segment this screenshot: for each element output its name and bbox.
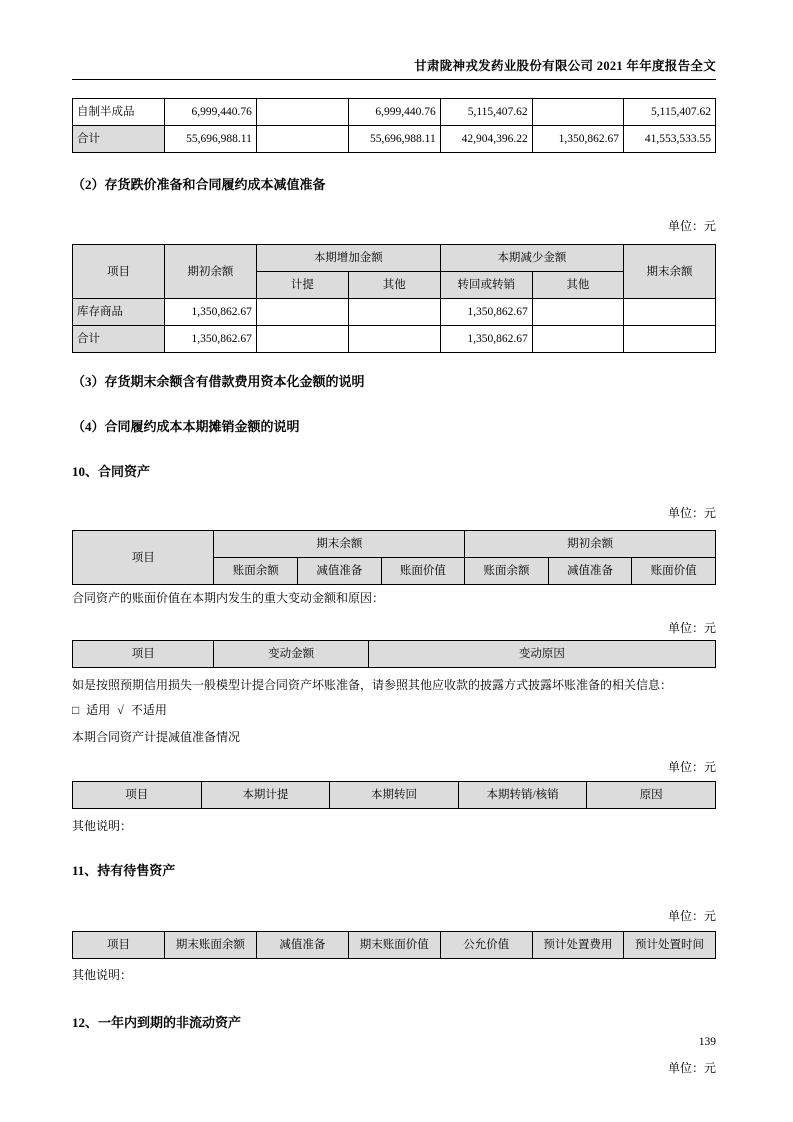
column-header-reversal: 转回或转销 (440, 272, 532, 299)
table-cell (532, 299, 623, 326)
table-row-total (73, 126, 716, 153)
unit-label: 单位：元 (667, 1061, 716, 1075)
header-row (73, 782, 716, 809)
column-header-item: 项目 (73, 531, 214, 585)
section-heading-11: 11、持有待售资产 (72, 863, 176, 878)
page-content (72, 98, 716, 1076)
column-header-other: 其他 (532, 272, 623, 299)
table-cell: 合计 (73, 326, 165, 353)
table-cell (348, 299, 440, 326)
column-group-opening: 期初余额 (465, 531, 716, 558)
column-header-item: 项目 (73, 782, 202, 809)
column-group-increase: 本期增加金额 (256, 245, 440, 272)
column-header-change-amount: 变动金额 (214, 641, 368, 668)
table-cell: 55,696,988.11 (164, 126, 256, 153)
table-row (73, 99, 716, 126)
column-group-closing: 期末余额 (214, 531, 465, 558)
unit-label: 单位：元 (667, 506, 716, 520)
table-cell: 55,696,988.11 (348, 126, 440, 153)
column-header-book-value: 账面价值 (381, 558, 465, 585)
table-cell: 1,350,862.67 (164, 326, 256, 353)
table-cell: 5,115,407.62 (623, 99, 715, 126)
unit-label: 单位：元 (667, 760, 716, 774)
column-header-item: 项目 (73, 245, 165, 299)
other-note-label: 其他说明： (72, 819, 133, 833)
held-for-sale-table (72, 931, 716, 959)
column-header-provision: 计提 (256, 272, 348, 299)
table-cell (256, 299, 348, 326)
table-cell: 自制半成品 (73, 99, 165, 126)
table-cell: 6,999,440.76 (164, 99, 256, 126)
column-header-closing-book-balance: 期末账面余额 (164, 932, 256, 959)
inventory-detail-table (72, 98, 716, 153)
table-cell (623, 326, 715, 353)
column-header-current-reversal: 本期转回 (330, 782, 459, 809)
table-row-total (73, 326, 716, 353)
table-cell: 6,999,440.76 (348, 99, 440, 126)
column-header-impairment: 减值准备 (548, 558, 632, 585)
table-cell (623, 299, 715, 326)
table-cell (532, 326, 623, 353)
applicable-label: 适用 (86, 703, 111, 717)
contract-asset-change-table (72, 640, 716, 668)
inventory-provision-table (72, 244, 716, 353)
column-header-reason: 原因 (587, 782, 716, 809)
report-title: 甘肃陇神戎发药业股份有限公司 2021 年年度报告全文 (414, 59, 716, 73)
column-header-impairment: 减值准备 (256, 932, 348, 959)
ecl-note: 如是按照预期信用损失一般模型计提合同资产坏账准备，请参照其他应收款的披露方式披露坏账准备的相关信息： (72, 678, 673, 692)
section-heading-3: （3）存货期末余额含有借款费用资本化金额的说明 (72, 374, 365, 389)
table-cell: 1,350,862.67 (532, 126, 623, 153)
column-group-decrease: 本期减少金额 (440, 245, 623, 272)
unit-label: 单位：元 (667, 909, 716, 923)
column-header-expected-disposal-time: 预计处置时间 (623, 932, 715, 959)
section-heading-10: 10、合同资产 (72, 464, 151, 479)
page-number: 139 (698, 1036, 716, 1048)
applicability-line (72, 701, 716, 718)
table-cell: 合计 (73, 126, 165, 153)
table-cell: 1,350,862.67 (440, 299, 532, 326)
other-note-label: 其他说明： (72, 968, 133, 982)
table-cell: 1,350,862.67 (440, 326, 532, 353)
header-row (73, 531, 716, 558)
table-cell (532, 99, 623, 126)
header-row (73, 641, 716, 668)
unit-label: 单位：元 (667, 219, 716, 233)
column-header-change-reason: 变动原因 (368, 641, 715, 668)
not-applicable-label: 不适用 (130, 703, 167, 717)
column-header-closing: 期末余额 (623, 245, 715, 299)
column-header-book-balance: 账面余额 (465, 558, 549, 585)
header-row (73, 932, 716, 959)
unit-label: 单位：元 (667, 621, 716, 635)
column-header-current-writeoff: 本期转销/核销 (458, 782, 587, 809)
change-note: 合同资产的账面价值在本期内发生的重大变动金额和原因： (72, 591, 385, 605)
table-cell: 5,115,407.62 (440, 99, 532, 126)
column-header-opening: 期初余额 (164, 245, 256, 299)
column-header-closing-book-value: 期末账面价值 (348, 932, 440, 959)
column-header-expected-disposal-cost: 预计处置费用 (532, 932, 623, 959)
check-icon: √ (117, 703, 124, 717)
table-cell: 1,350,862.67 (164, 299, 256, 326)
table-cell (348, 326, 440, 353)
table-cell (256, 326, 348, 353)
table-cell: 42,904,396.22 (440, 126, 532, 153)
table-cell (256, 99, 348, 126)
table-cell: 库存商品 (73, 299, 165, 326)
table-cell (256, 126, 348, 153)
table-row (73, 299, 716, 326)
contract-asset-balance-table (72, 530, 716, 585)
contract-asset-provision-table (72, 781, 716, 809)
section-heading-4: （4）合同履约成本本期摊销金额的说明 (72, 419, 300, 434)
column-header-impairment: 减值准备 (298, 558, 382, 585)
column-header-book-value: 账面价值 (632, 558, 716, 585)
column-header-other: 其他 (348, 272, 440, 299)
column-header-current-provision: 本期计提 (201, 782, 330, 809)
column-header-fair-value: 公允价值 (440, 932, 532, 959)
page-header (72, 56, 716, 80)
header-row (73, 245, 716, 272)
column-header-item: 项目 (73, 641, 214, 668)
column-header-item: 项目 (73, 932, 165, 959)
column-header-book-balance: 账面余额 (214, 558, 298, 585)
checkbox-unchecked-icon: □ (72, 703, 80, 717)
section-heading-2: （2）存货跌价准备和合同履约成本减值准备 (72, 177, 326, 192)
section-heading-12: 12、一年内到期的非流动资产 (72, 1015, 242, 1030)
provision-note: 本期合同资产计提减值准备情况 (72, 730, 241, 744)
table-cell: 41,553,533.55 (623, 126, 715, 153)
